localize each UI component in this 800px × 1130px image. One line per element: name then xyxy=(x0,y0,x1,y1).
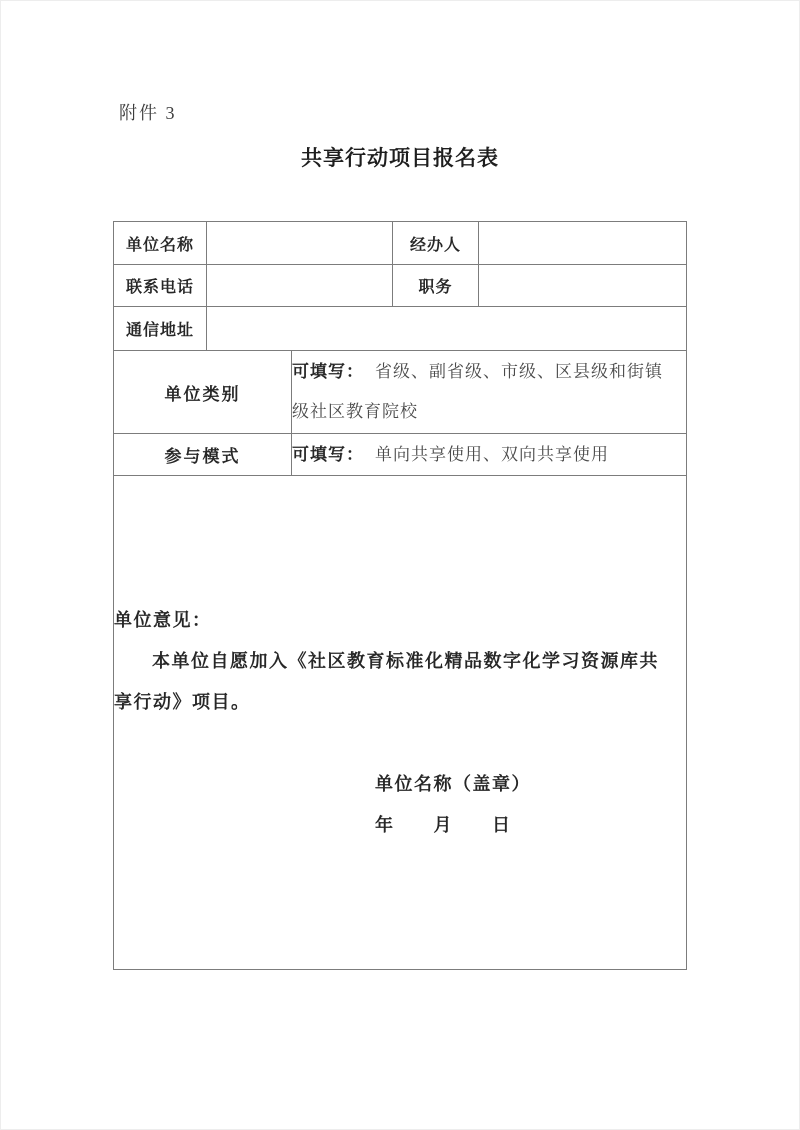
opinion-statement-line1: 本单位自愿加入《社区教育标准化精品数字化学习资源库共 xyxy=(152,650,659,671)
signature-block xyxy=(375,764,686,846)
unit-name-field[interactable] xyxy=(207,222,393,265)
opinion-cell xyxy=(114,476,687,970)
unit-category-label: 单位类别 xyxy=(114,351,292,434)
participation-mode-hint-line xyxy=(292,435,686,475)
opinion-heading: 单位意见： xyxy=(114,609,212,630)
date-line: 年 月 日 xyxy=(375,814,512,835)
unit-category-hint-line1 xyxy=(292,352,686,392)
table-row xyxy=(114,265,687,307)
unit-name-label: 单位名称 xyxy=(114,222,207,265)
position-label: 职务 xyxy=(393,265,479,307)
table-row xyxy=(114,476,687,970)
attachment-label: 附件 3 xyxy=(119,103,177,123)
signature-label: 单位名称（盖章） xyxy=(375,773,531,794)
unit-category-hint-line2: 级社区教育院校 xyxy=(292,402,418,421)
position-field[interactable] xyxy=(479,265,687,307)
handler-label: 经办人 xyxy=(393,222,479,265)
page-title: 共享行动项目报名表 xyxy=(301,146,499,170)
unit-category-hint-text1: 省级、副省级、市级、区县级和街镇 xyxy=(375,362,663,381)
fillable-hint-prefix: 可填写： xyxy=(292,444,364,464)
unit-category-hint xyxy=(292,351,687,434)
table-row xyxy=(114,434,687,476)
table-row xyxy=(114,307,687,351)
participation-mode-label: 参与模式 xyxy=(114,434,292,476)
registration-form-table xyxy=(113,221,687,970)
handler-field[interactable] xyxy=(479,222,687,265)
phone-field[interactable] xyxy=(207,265,393,307)
address-field[interactable] xyxy=(207,307,687,351)
phone-label: 联系电话 xyxy=(114,265,207,307)
fillable-hint-prefix: 可填写： xyxy=(292,362,364,381)
table-row xyxy=(114,222,687,265)
participation-mode-hint-text: 单向共享使用、双向共享使用 xyxy=(375,444,609,464)
participation-mode-hint xyxy=(292,434,687,476)
address-label: 通信地址 xyxy=(114,307,207,351)
table-row xyxy=(114,351,687,434)
opinion-statement-line2: 享行动》项目。 xyxy=(114,691,251,712)
